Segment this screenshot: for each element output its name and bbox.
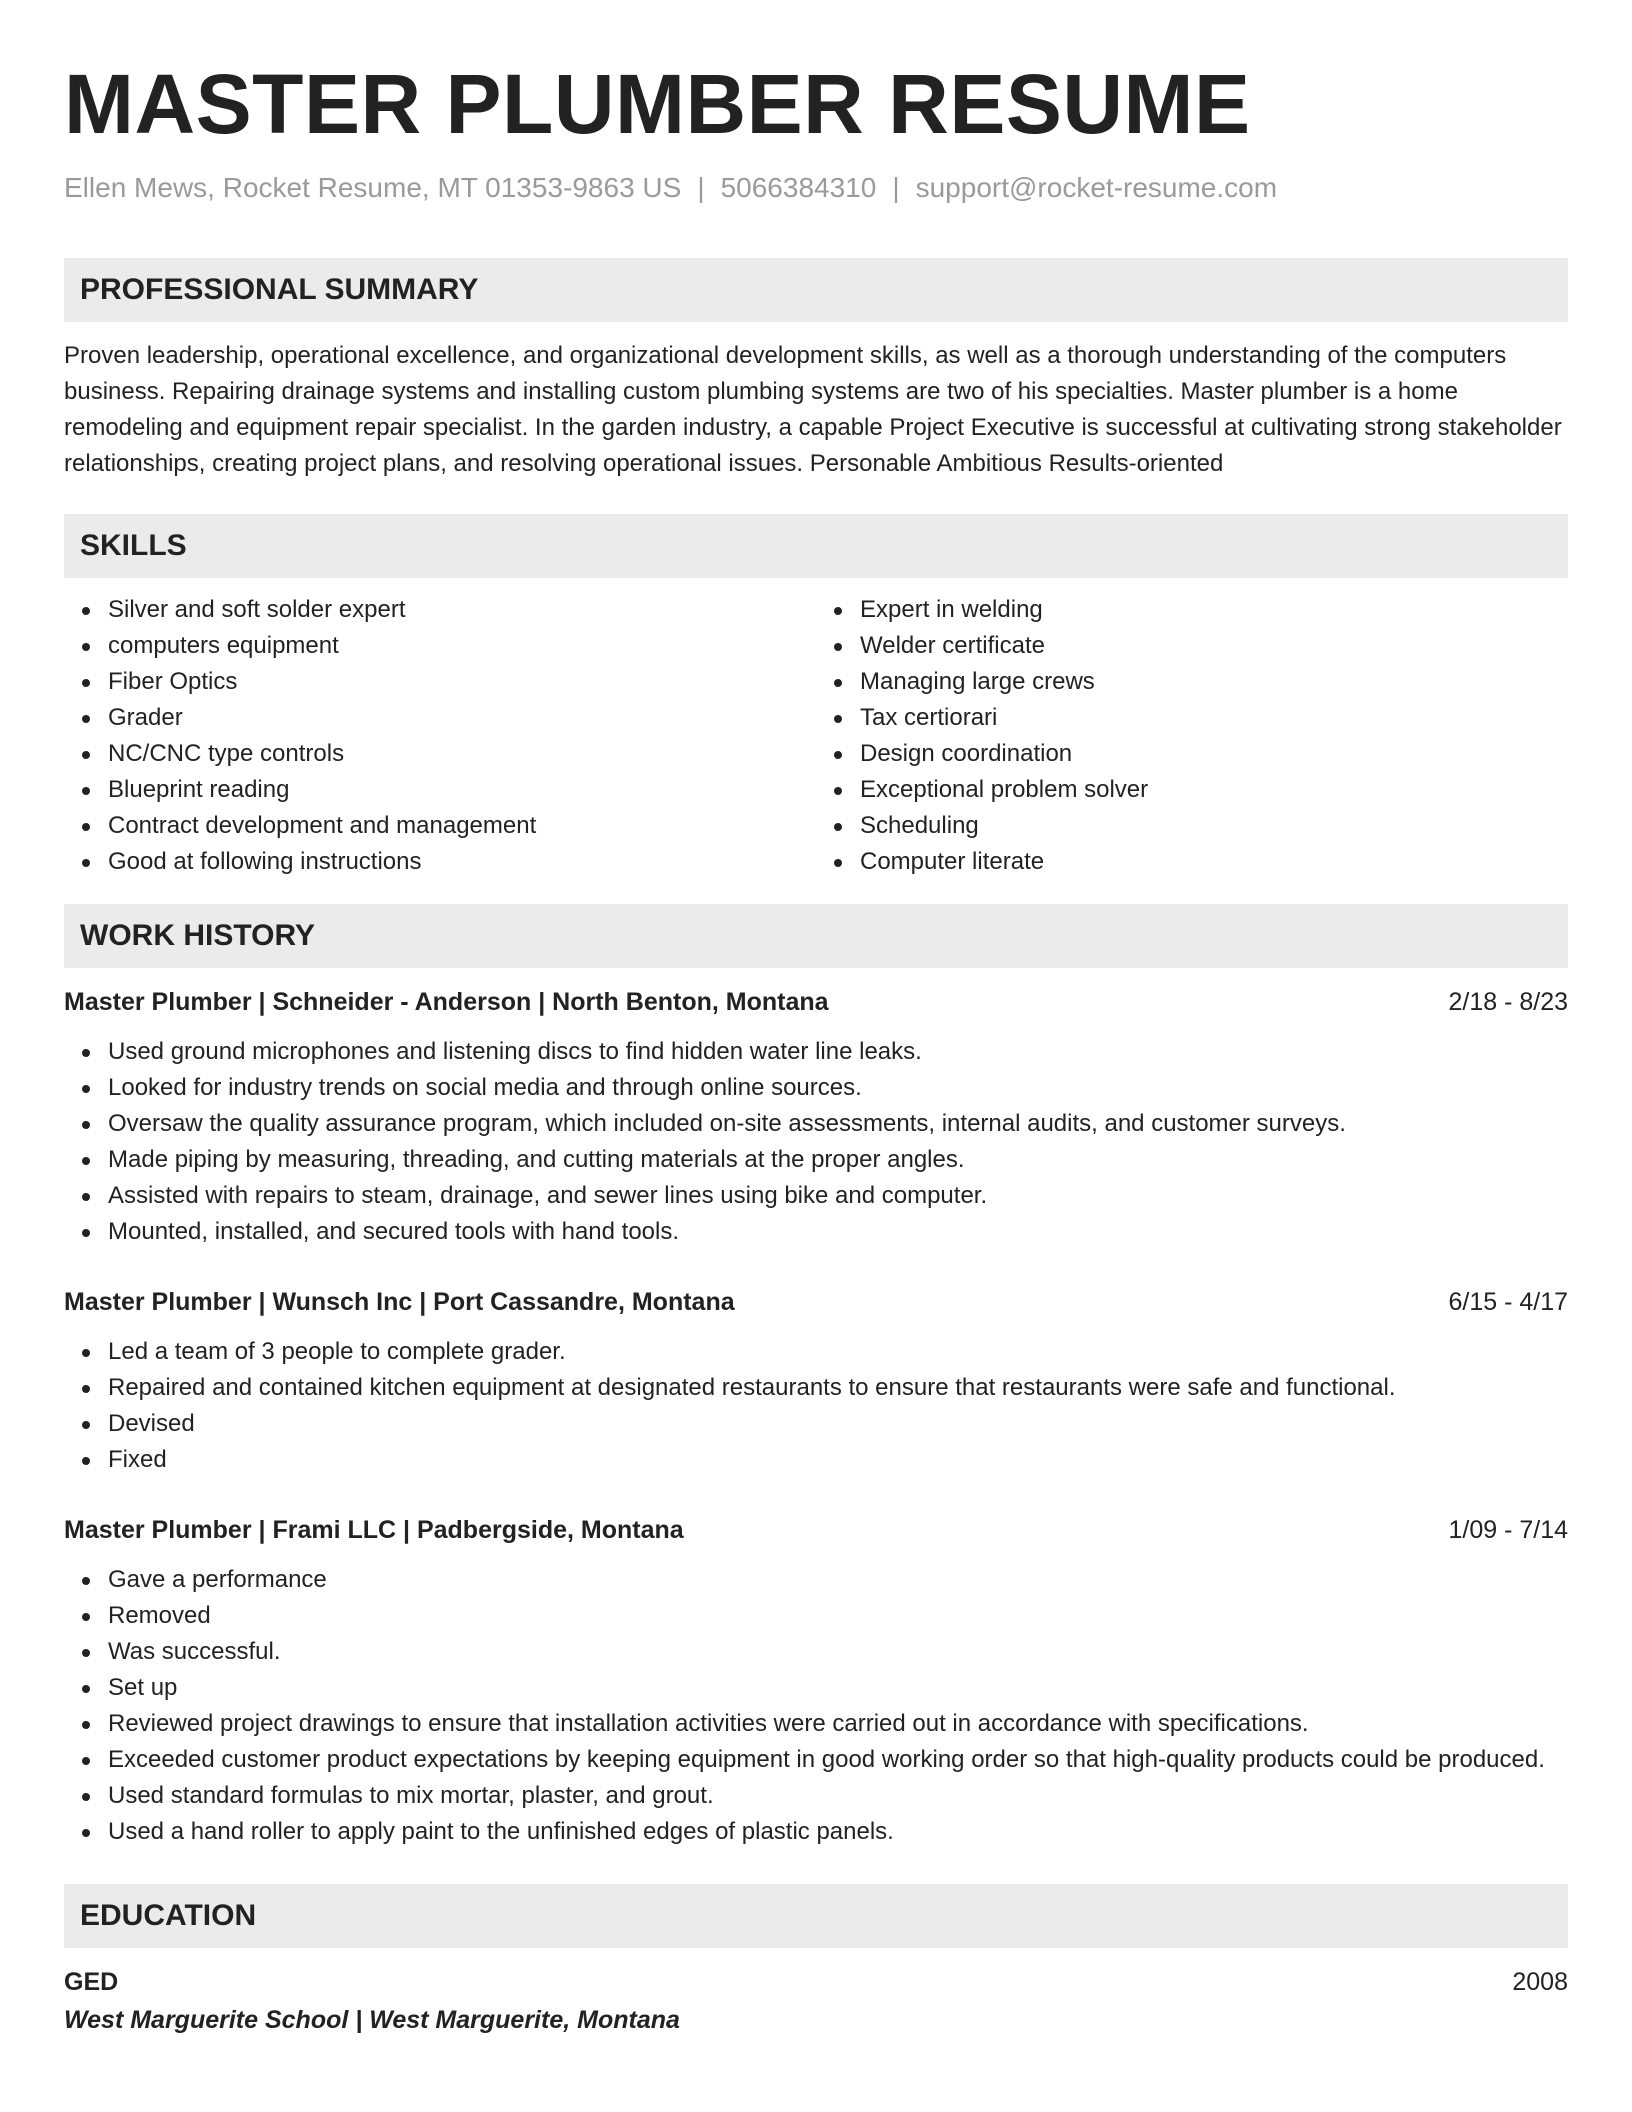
skills-column-left xyxy=(64,592,816,880)
job-entry xyxy=(64,984,1568,1250)
education-degree: GED xyxy=(64,1968,119,1996)
job-entry xyxy=(64,1284,1568,1478)
skill-item: Scheduling xyxy=(860,808,1568,844)
job-bullet: Removed xyxy=(108,1598,1568,1634)
job-bullet: Mounted, installed, and secured tools with hand tools. xyxy=(108,1214,1568,1250)
skill-item: Managing large crews xyxy=(860,664,1568,700)
job-bullet: Assisted with repairs to steam, drainage, and sewer lines using bike and computer. xyxy=(108,1178,1568,1214)
job-bullets xyxy=(64,1034,1568,1250)
job-bullet: Reviewed project drawings to ensure that installation activities were carried out in accordance with specifications. xyxy=(108,1706,1568,1742)
job-bullet: Gave a performance xyxy=(108,1562,1568,1598)
contact-separator: | xyxy=(892,172,900,203)
summary-text: Proven leadership, operational excellence, and organizational development skills, as well as a thorough understanding of the computers business. Repairing drainage systems and installing custom plumbing systems are two of his specialties. Master plumber is a home remodeling and equipment repair specialist. In the garden industry, a capable Project Executive is successful at cultivating strong stakeholder relationships, creating project plans, and resolving operational issues. Personable Ambitious Results-oriented xyxy=(64,342,1562,477)
job-header xyxy=(64,1284,1568,1320)
job-header xyxy=(64,984,1568,1020)
job-bullet: Looked for industry trends on social media and through online sources. xyxy=(108,1070,1568,1106)
job-bullets xyxy=(64,1562,1568,1850)
skill-item: Fiber Optics xyxy=(108,664,816,700)
job-dates: 2/18 - 8/23 xyxy=(1448,988,1568,1016)
section-heading-skills: SKILLS xyxy=(64,514,1568,578)
section-heading-work-history: WORK HISTORY xyxy=(64,904,1568,968)
job-bullet: Led a team of 3 people to complete grader. xyxy=(108,1334,1568,1370)
job-bullet: Was successful. xyxy=(108,1634,1568,1670)
job-bullet: Set up xyxy=(108,1670,1568,1706)
skill-item: Grader xyxy=(108,700,816,736)
job-bullet: Made piping by measuring, threading, and cutting materials at the proper angles. xyxy=(108,1142,1568,1178)
skill-item: Tax certiorari xyxy=(860,700,1568,736)
contact-separator: | xyxy=(697,172,705,203)
job-title: Master Plumber | Schneider - Anderson | North Benton, Montana xyxy=(64,988,829,1016)
job-dates: 6/15 - 4/17 xyxy=(1448,1288,1568,1316)
skill-item: NC/CNC type controls xyxy=(108,736,816,772)
section-heading-summary: PROFESSIONAL SUMMARY xyxy=(64,258,1568,322)
skill-item: Design coordination xyxy=(860,736,1568,772)
job-bullet: Oversaw the quality assurance program, which included on-site assessments, internal audits, and customer surveys. xyxy=(108,1106,1568,1142)
job-title: Master Plumber | Wunsch Inc | Port Cassandre, Montana xyxy=(64,1288,735,1316)
skill-item: Expert in welding xyxy=(860,592,1568,628)
skill-item: Blueprint reading xyxy=(108,772,816,808)
job-header xyxy=(64,1512,1568,1548)
skill-item: Good at following instructions xyxy=(108,844,816,880)
job-bullet: Devised xyxy=(108,1406,1568,1442)
skill-item: Computer literate xyxy=(860,844,1568,880)
job-bullet: Exceeded customer product expectations by keeping equipment in good working order so that high-quality products could be produced. xyxy=(108,1742,1568,1778)
education-header xyxy=(64,1964,1568,2000)
job-entry xyxy=(64,1512,1568,1850)
job-bullet: Repaired and contained kitchen equipment at designated restaurants to ensure that restaurants were safe and functional. xyxy=(108,1370,1568,1406)
job-bullet: Used a hand roller to apply paint to the unfinished edges of plastic panels. xyxy=(108,1814,1568,1850)
job-bullets xyxy=(64,1334,1568,1478)
education-school: West Marguerite School | West Marguerite, Montana xyxy=(64,2006,680,2034)
skills-column-right xyxy=(816,592,1568,880)
contact-phone: 5066384310 xyxy=(720,172,877,203)
section-heading-education: EDUCATION xyxy=(64,1884,1568,1948)
skill-item: Welder certificate xyxy=(860,628,1568,664)
resume-title: MASTER PLUMBER RESUME xyxy=(64,57,1251,151)
skills-list xyxy=(64,592,1568,880)
skill-item: Silver and soft solder expert xyxy=(108,592,816,628)
contact-line xyxy=(64,170,1568,206)
job-bullet: Used standard formulas to mix mortar, plaster, and grout. xyxy=(108,1778,1568,1814)
education-year: 2008 xyxy=(1512,1968,1568,1996)
job-bullet: Fixed xyxy=(108,1442,1568,1478)
skill-item: Contract development and management xyxy=(108,808,816,844)
job-title: Master Plumber | Frami LLC | Padbergside, Montana xyxy=(64,1516,684,1544)
contact-address: Ellen Mews, Rocket Resume, MT 01353-9863 US xyxy=(64,172,682,203)
skill-item: computers equipment xyxy=(108,628,816,664)
skill-item: Exceptional problem solver xyxy=(860,772,1568,808)
job-dates: 1/09 - 7/14 xyxy=(1448,1516,1568,1544)
contact-email[interactable]: support@rocket-resume.com xyxy=(915,172,1278,203)
job-bullet: Used ground microphones and listening discs to find hidden water line leaks. xyxy=(108,1034,1568,1070)
